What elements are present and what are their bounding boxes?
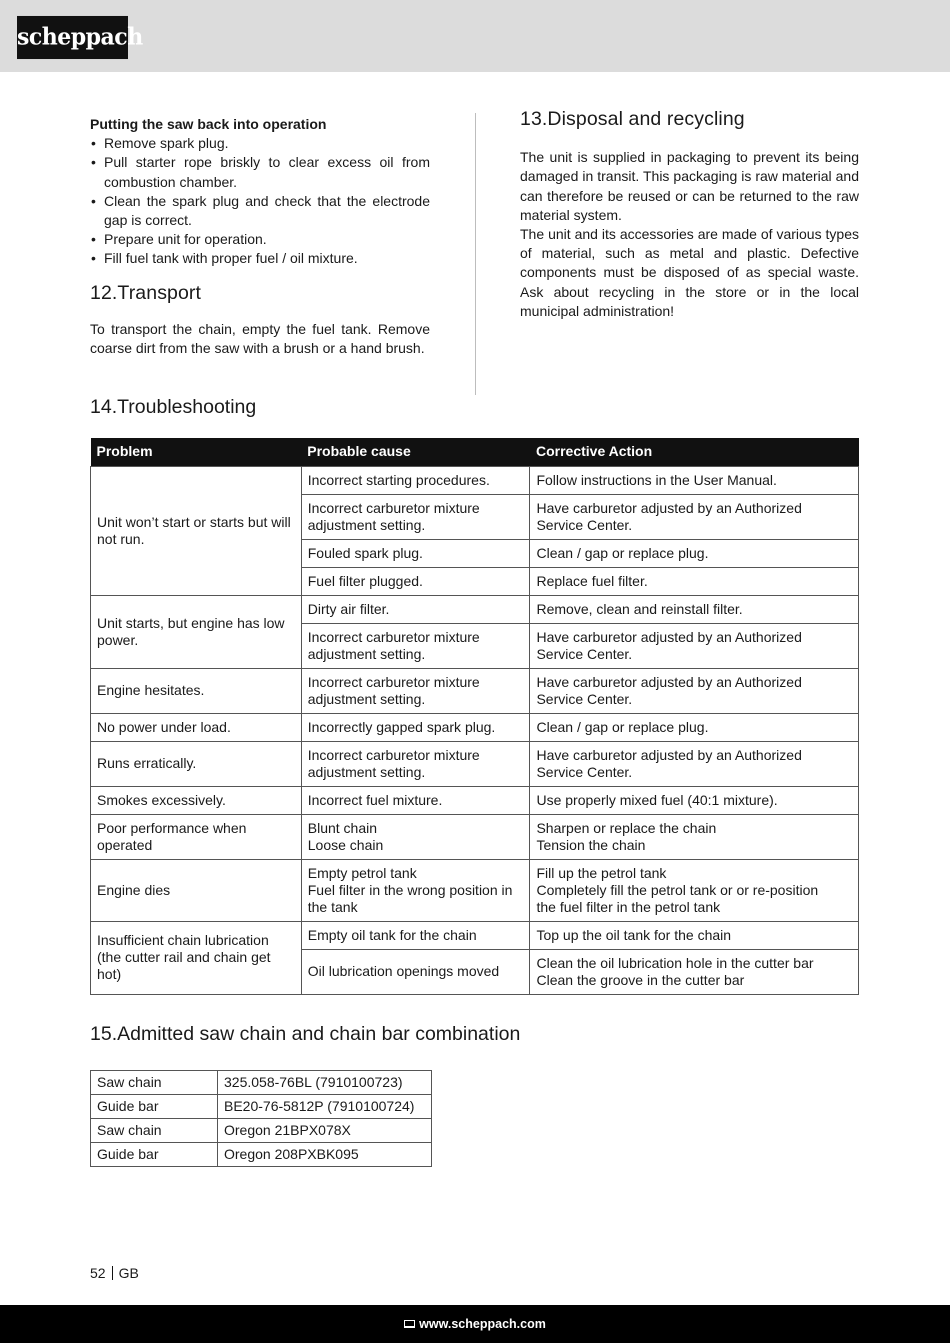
cell-line: adjustment setting. — [307, 763, 426, 780]
cell-line: Top up the oil tank for the chain — [536, 926, 732, 943]
cell-line: Loose chain — [307, 836, 384, 853]
cause-cell — [301, 623, 530, 668]
section-title: Admitted saw chain and chain bar combination — [117, 1023, 521, 1045]
chain-combination-table — [90, 1070, 432, 1167]
section-number: 12. — [90, 281, 118, 304]
website-link[interactable]: www.scheppach.com — [419, 1317, 546, 1331]
cell-line: Service Center. — [536, 690, 633, 707]
cause-cell — [301, 567, 530, 595]
part-number-cell: 325.058-76BL (7910100723) — [218, 1071, 432, 1095]
right-column — [520, 110, 859, 321]
cell-line: Service Center. — [536, 516, 633, 533]
table-row — [91, 713, 859, 741]
disposal-paragraph-1: The unit is supplied in packaging to prevent its being damaged in transit. This packaging is raw material and can therefore be reused or can be returned to the raw material system. — [520, 149, 859, 223]
cell-line: Clean the oil lubrication hole in the cutter bar — [536, 954, 814, 971]
component-label-cell: Guide bar — [91, 1095, 218, 1119]
cell-line: the tank — [307, 898, 358, 915]
cell-line: Service Center. — [536, 763, 633, 780]
problem-cell: Poor performance when operated — [91, 814, 302, 859]
component-label-cell: Saw chain — [91, 1119, 218, 1143]
cause-cell — [301, 466, 530, 494]
component-label-cell: Saw chain — [91, 1071, 218, 1095]
section-heading-chain-combination — [90, 1023, 520, 1046]
problem-cell: Runs erratically. — [91, 741, 302, 786]
action-cell — [530, 623, 859, 668]
list-item: • Prepare unit for operation. — [90, 230, 430, 249]
cell-line: Empty oil tank for the chain — [307, 926, 477, 943]
cell-line: Clean the groove in the cutter bar — [536, 971, 745, 988]
table-row — [91, 668, 859, 713]
table-row — [91, 921, 859, 949]
cause-cell — [301, 595, 530, 623]
language-code: GB — [118, 1265, 139, 1281]
cell-line: Incorrect fuel mixture. — [307, 791, 443, 808]
action-cell — [530, 466, 859, 494]
table-row — [91, 466, 859, 494]
section-title: Transport — [117, 281, 202, 304]
disposal-paragraph-2: The unit and its accessories are made of various types of material, such as metal and plastic. Defective components must be disposed of as special waste. Ask about recycling in the store or in the local municipal administration! — [520, 226, 859, 319]
table-row — [91, 1095, 432, 1119]
page-number — [90, 1265, 139, 1281]
table-row — [91, 1143, 432, 1167]
cell-line: Incorrect carburetor mixture — [307, 499, 480, 516]
cell-line: Clean / gap or replace plug. — [536, 544, 709, 561]
cell-line: Fuel filter plugged. — [307, 572, 423, 589]
section-heading-disposal — [520, 110, 859, 129]
table-header-row — [91, 438, 859, 466]
page-number-value: 52 — [90, 1265, 106, 1281]
component-label-cell: Guide bar — [91, 1143, 218, 1167]
cell-line: Incorrect starting procedures. — [307, 471, 490, 488]
list-item: • Remove spark plug. — [90, 134, 430, 153]
cell-line: Incorrectly gapped spark plug. — [307, 718, 496, 735]
cell-line: Incorrect carburetor mixture — [307, 673, 480, 690]
section-transport — [90, 281, 430, 359]
cell-line: Sharpen or replace the chain — [536, 819, 717, 836]
page-number-separator — [112, 1266, 113, 1280]
cause-cell — [301, 494, 530, 539]
list-item: • Fill fuel tank with proper fuel / oil mixture. — [90, 249, 430, 268]
page-footer — [0, 1305, 950, 1343]
action-cell — [530, 814, 859, 859]
cell-line: the fuel filter in the petrol tank — [536, 898, 721, 915]
section-number: 15. — [90, 1023, 118, 1045]
troubleshooting-table — [90, 438, 859, 995]
cell-line: Have carburetor adjusted by an Authorized — [536, 628, 802, 645]
table-row — [91, 1119, 432, 1143]
section-title: Troubleshooting — [117, 396, 257, 418]
cell-line: Fuel filter in the wrong position in — [307, 881, 513, 898]
cell-line: Fouled spark plug. — [307, 544, 423, 561]
computer-icon — [404, 1320, 415, 1328]
cause-cell — [301, 786, 530, 814]
table-row — [91, 741, 859, 786]
section-heading-transport — [90, 281, 430, 304]
cause-cell — [301, 741, 530, 786]
cause-cell — [301, 859, 530, 921]
action-cell — [530, 949, 859, 994]
action-cell — [530, 786, 859, 814]
table-row — [91, 1071, 432, 1095]
section-number: 13. — [520, 108, 548, 130]
column-header-problem: Problem — [91, 438, 302, 466]
cell-line: Completely fill the petrol tank or or re-position — [536, 881, 819, 898]
cell-line: Use properly mixed fuel (40:1 mixture). — [536, 791, 778, 808]
cause-cell — [301, 539, 530, 567]
problem-cell: Smokes excessively. — [91, 786, 302, 814]
operation-steps-list — [90, 134, 430, 268]
troubleshooting-table-body — [91, 466, 859, 994]
cell-line: Tension the chain — [536, 836, 646, 853]
list-item: • Pull starter rope briskly to clear excess oil from combustion chamber. — [90, 153, 430, 191]
scheppach-logo: scheppach — [17, 16, 128, 59]
column-header-cause: Probable cause — [301, 438, 530, 466]
cell-line: Empty petrol tank — [307, 864, 417, 881]
transport-text: To transport the chain, empty the fuel tank. Remove coarse dirt from the saw with a brush or a hand brush. — [90, 320, 430, 357]
problem-cell: Engine hesitates. — [91, 668, 302, 713]
cell-line: Incorrect carburetor mixture — [307, 746, 480, 763]
cell-line: Incorrect carburetor mixture — [307, 628, 480, 645]
part-number-cell: Oregon 208PXBK095 — [218, 1143, 432, 1167]
cause-cell — [301, 814, 530, 859]
cell-line: Have carburetor adjusted by an Authorized — [536, 499, 802, 516]
action-cell — [530, 494, 859, 539]
problem-cell: Unit starts, but engine has low power. — [91, 595, 302, 668]
table-row — [91, 786, 859, 814]
column-header-action: Corrective Action — [530, 438, 859, 466]
cause-cell — [301, 713, 530, 741]
cell-line: adjustment setting. — [307, 645, 426, 662]
action-cell — [530, 921, 859, 949]
table-row — [91, 814, 859, 859]
subheading-back-into-operation: Putting the saw back into operation — [90, 116, 327, 132]
cell-line: Fill up the petrol tank — [536, 864, 667, 881]
action-cell — [530, 741, 859, 786]
section-number: 14. — [90, 396, 118, 418]
cell-line: Service Center. — [536, 645, 633, 662]
cause-cell — [301, 668, 530, 713]
action-cell — [530, 567, 859, 595]
action-cell — [530, 595, 859, 623]
action-cell — [530, 859, 859, 921]
chain-combination-table-body — [91, 1071, 432, 1167]
action-cell — [530, 713, 859, 741]
cell-line: adjustment setting. — [307, 516, 426, 533]
problem-cell: Insufficient chain lubrication (the cutter rail and chain get hot) — [91, 921, 302, 994]
page-header — [0, 0, 950, 72]
cell-line: Blunt chain — [307, 819, 378, 836]
column-divider — [475, 113, 476, 395]
problem-cell: Unit won’t start or starts but will not run. — [91, 466, 302, 595]
cell-line: Dirty air filter. — [307, 600, 390, 617]
cell-line: Remove, clean and reinstall filter. — [536, 600, 743, 617]
cell-line: Follow instructions in the User Manual. — [536, 471, 777, 488]
problem-cell: Engine dies — [91, 859, 302, 921]
cell-line: Have carburetor adjusted by an Authorized — [536, 746, 802, 763]
action-cell — [530, 539, 859, 567]
cell-line: adjustment setting. — [307, 690, 426, 707]
left-column — [90, 115, 430, 358]
part-number-cell: BE20-76-5812P (7910100724) — [218, 1095, 432, 1119]
section-title: Disposal and recycling — [547, 108, 745, 130]
cell-line: Oil lubrication openings moved — [307, 963, 500, 979]
list-item: • Clean the spark plug and check that the electrode gap is correct. — [90, 192, 430, 230]
table-row — [91, 595, 859, 623]
cell-line: Replace fuel filter. — [536, 572, 648, 589]
cause-cell — [301, 921, 530, 949]
table-row — [91, 859, 859, 921]
section-heading-troubleshooting — [90, 396, 256, 419]
problem-cell: No power under load. — [91, 713, 302, 741]
part-number-cell: Oregon 21BPX078X — [218, 1119, 432, 1143]
cell-line: Clean / gap or replace plug. — [536, 718, 709, 735]
action-cell — [530, 668, 859, 713]
cell-line: Have carburetor adjusted by an Authorized — [536, 673, 802, 690]
cause-cell — [301, 949, 530, 994]
